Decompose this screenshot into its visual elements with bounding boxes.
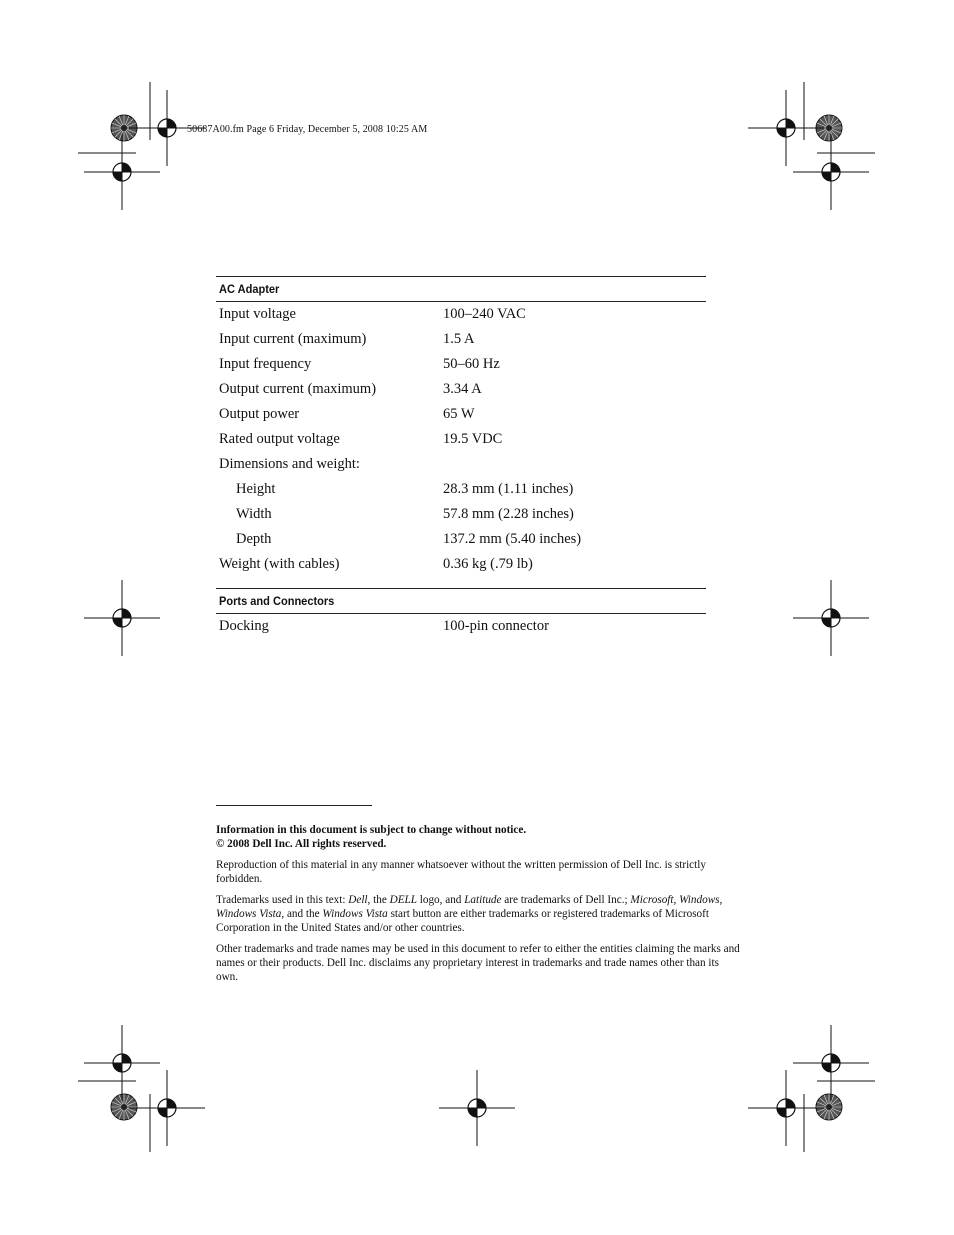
row-label: Width — [236, 506, 272, 522]
crosshair-icon — [793, 1025, 869, 1101]
row-label: Output current (maximum) — [219, 381, 377, 397]
section-header: AC Adapter — [216, 276, 706, 302]
table-row — [216, 327, 706, 352]
crosshair-icon — [793, 134, 869, 210]
row-label: Input current (maximum) — [219, 331, 367, 347]
row-value: 3.34 A — [443, 381, 482, 397]
ac-adapter-table — [216, 276, 706, 577]
table-row — [216, 614, 706, 639]
table-row — [216, 452, 706, 477]
crosshair-icon — [748, 1070, 824, 1146]
table-row — [216, 502, 706, 527]
other-trademarks-paragraph: Other trademarks and trade names may be used in this document to refer to either the entities claiming the marks and names or their products. Dell Inc. disclaims any proprietary interest in trademarks and trade names other than its own. — [216, 943, 740, 983]
table-row — [216, 427, 706, 452]
table-row — [216, 352, 706, 377]
row-value: 50–60 Hz — [443, 356, 500, 372]
trademarks-paragraph: Trademarks used in this text: Dell, the DELL logo, and Latitude are trademarks of Dell Inc.; Microsoft, Windows, Windows Vista, and the Windows Vista start button are either trademarks or registered trademarks of Microsoft Corporation in the United States and/or other countries. — [216, 894, 723, 934]
file-slug: 50687A00.fm Page 6 Friday, December 5, 2008 10:25 AM — [187, 124, 428, 135]
crosshair-icon — [439, 1070, 515, 1146]
crosshair-icon — [84, 1025, 160, 1101]
row-label: Input frequency — [219, 356, 312, 372]
ports-connectors-table — [216, 588, 706, 639]
row-label: Height — [236, 481, 276, 497]
star-target-icon — [111, 1094, 137, 1120]
crosshair-icon — [84, 134, 160, 210]
table-row — [216, 552, 706, 577]
row-value: 100-pin connector — [443, 618, 549, 634]
row-value: 1.5 A — [443, 331, 475, 347]
notice-line: Information in this document is subject to change without notice. — [216, 824, 527, 836]
reproduction-paragraph: Reproduction of this material in any manner whatsoever without the written permission of Dell Inc. is strictly forbidden. — [216, 859, 706, 885]
row-label: Dimensions and weight: — [219, 456, 360, 472]
crosshair-icon — [84, 580, 160, 656]
notice-block — [216, 823, 741, 851]
crosshair-icon — [129, 1070, 205, 1146]
row-value: 0.36 kg (.79 lb) — [443, 556, 533, 572]
row-label: Docking — [219, 618, 269, 634]
crosshair-icon — [748, 90, 824, 166]
star-target-icon — [816, 1094, 842, 1120]
row-label: Output power — [219, 406, 300, 422]
row-value: 57.8 mm (2.28 inches) — [443, 506, 574, 522]
table-row — [216, 302, 706, 327]
row-label: Weight (with cables) — [219, 556, 340, 572]
row-value: 137.2 mm (5.40 inches) — [443, 531, 582, 547]
table-row — [216, 377, 706, 402]
section-header: Ports and Connectors — [216, 588, 706, 614]
row-value: 65 W — [443, 406, 475, 422]
row-label: Input voltage — [219, 306, 296, 322]
row-value: 28.3 mm (1.11 inches) — [443, 481, 574, 497]
row-label: Rated output voltage — [219, 431, 340, 447]
copyright-line: © 2008 Dell Inc. All rights reserved. — [216, 838, 387, 850]
table-row — [216, 527, 706, 552]
table-row — [216, 402, 706, 427]
legal-notice — [216, 823, 741, 991]
footnote-divider — [216, 805, 372, 806]
row-value: 19.5 VDC — [443, 431, 503, 447]
table-row — [216, 477, 706, 502]
row-value: 100–240 VAC — [443, 306, 526, 322]
crosshair-icon — [793, 580, 869, 656]
row-label: Depth — [236, 531, 272, 547]
